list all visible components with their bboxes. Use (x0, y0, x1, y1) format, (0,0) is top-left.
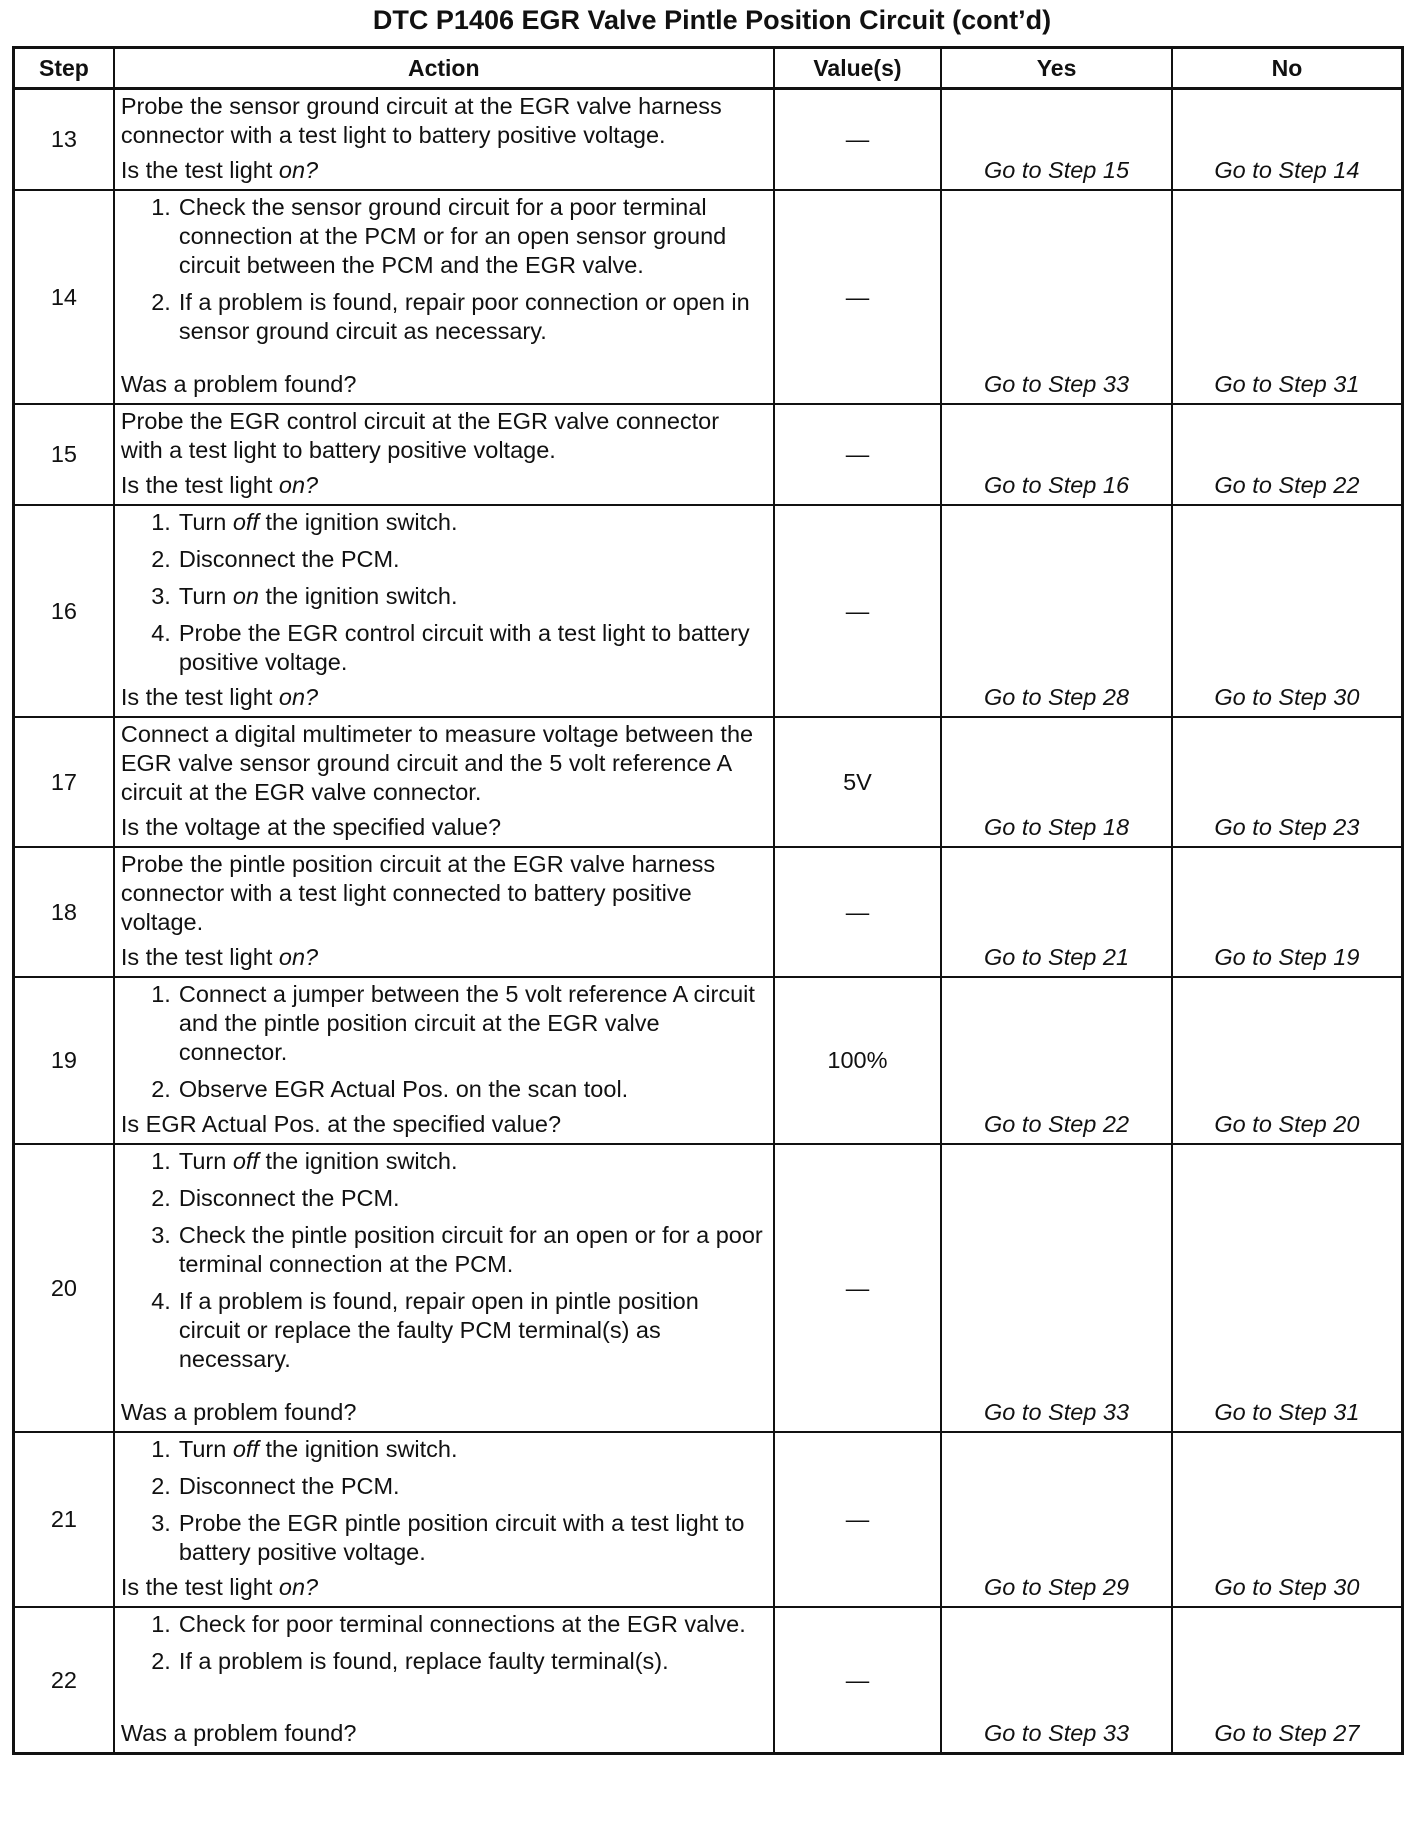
step-number: 17 (14, 717, 114, 847)
item-text: Disconnect the PCM. (178, 1185, 400, 1211)
value-cell (774, 1432, 942, 1607)
action-question (121, 943, 767, 972)
action-step-item (121, 193, 767, 280)
step-number: 21 (14, 1432, 114, 1607)
header-step: Step (14, 48, 114, 89)
item-text: Check the pintle position circuit for an open or for a poor terminal connection at the PCM. (178, 1222, 763, 1277)
action-step-item (121, 1221, 767, 1279)
value-text: — (845, 283, 870, 310)
table-row (14, 1607, 1403, 1754)
action-step-item (121, 980, 767, 1067)
value-text: — (845, 441, 870, 467)
action-cell (114, 1607, 774, 1754)
header-yes: Yes (941, 48, 1172, 89)
item-text (179, 508, 767, 537)
step-number: 22 (14, 1607, 114, 1754)
table-row (14, 505, 1403, 717)
item-number: 1. (151, 1436, 171, 1462)
header-row (14, 48, 1403, 89)
action-cell (114, 404, 774, 505)
question-pre: Is the test light (120, 944, 279, 970)
item-number: 2. (151, 546, 171, 572)
action-steps (121, 1435, 767, 1567)
item-text-post: the ignition switch. (258, 1148, 458, 1174)
header-values: Value(s) (774, 48, 942, 89)
action-question (121, 683, 767, 712)
item-number: 1. (151, 194, 171, 220)
action-text: Probe the pintle position circuit at the EGR valve harness connector with a test light connected to battery positive voltage. (120, 851, 716, 935)
item-number: 1. (151, 1148, 171, 1174)
action-steps (121, 1147, 767, 1374)
item-text: If a problem is found, repair open in pintle position circuit or replace the faulty PCM terminal(s) as necessary. (178, 1288, 699, 1372)
item-text: Probe the EGR control circuit with a test light to battery positive voltage. (178, 620, 750, 675)
yes-cell: Go to Step 18 (941, 717, 1172, 847)
item-number: 1. (151, 1611, 171, 1637)
value-cell (774, 190, 942, 404)
question-emphasis: on? (278, 1574, 319, 1600)
value-cell (774, 977, 942, 1144)
table-row (14, 190, 1403, 404)
no-cell: Go to Step 30 (1172, 1432, 1403, 1607)
value-text: 5V (843, 768, 872, 795)
value-cell (774, 89, 942, 191)
no-cell: Go to Step 31 (1172, 1144, 1403, 1432)
value-text: — (845, 1274, 870, 1301)
table-row (14, 717, 1403, 847)
header-action: Action (114, 48, 774, 89)
value-cell (774, 717, 942, 847)
item-text-emphasis: off (232, 1436, 259, 1462)
step-number: 18 (14, 847, 114, 977)
no-cell: Go to Step 27 (1172, 1607, 1403, 1754)
yes-cell: Go to Step 15 (941, 89, 1172, 191)
item-text: Connect a jumper between the 5 volt reference A circuit and the pintle position circuit at the EGR valve connector. (178, 981, 755, 1065)
item-text-pre: Turn (178, 1436, 233, 1462)
value-cell (774, 404, 942, 505)
action-step-item (121, 619, 767, 677)
no-cell: Go to Step 31 (1172, 190, 1403, 404)
action-cell (114, 190, 774, 404)
action-steps (121, 980, 767, 1104)
page-title: DTC P1406 EGR Valve Pintle Position Circuit (cont’d) (372, 5, 1052, 35)
table-row (14, 404, 1403, 505)
item-number: 3. (151, 1222, 171, 1248)
question-emphasis: on? (278, 944, 319, 970)
action-step-item (121, 1184, 767, 1213)
item-number: 2. (151, 289, 171, 315)
item-text-emphasis: on (232, 583, 259, 609)
value-text: — (845, 898, 870, 925)
value-text: — (845, 1506, 870, 1532)
item-text: If a problem is found, replace faulty terminal(s). (178, 1648, 669, 1674)
item-number: 4. (151, 1288, 171, 1314)
action-step-item (121, 1509, 767, 1567)
action-text: Connect a digital multimeter to measure voltage between the EGR valve sensor ground circuit and the 5 volt reference A circuit at the EGR valve connector. (120, 721, 754, 805)
question-pre: Is the test light (120, 684, 279, 710)
yes-cell: Go to Step 33 (941, 1144, 1172, 1432)
action-question: Is the voltage at the specified value? (120, 814, 502, 840)
value-text: — (845, 1666, 870, 1693)
value-cell (774, 505, 942, 717)
value-cell (774, 1607, 942, 1754)
action-cell (114, 1432, 774, 1607)
item-number: 3. (151, 1510, 171, 1536)
yes-cell: Go to Step 16 (941, 404, 1172, 505)
item-number: 3. (151, 583, 171, 609)
action-question: Is EGR Actual Pos. at the specified value? (120, 1111, 562, 1137)
item-text-post: the ignition switch. (258, 509, 458, 535)
value-text: 100% (827, 1047, 888, 1073)
item-number: 1. (151, 981, 171, 1007)
action-cell (114, 505, 774, 717)
action-cell (114, 1144, 774, 1432)
value-text: — (845, 597, 870, 624)
action-question (121, 156, 767, 185)
action-cell (114, 847, 774, 977)
no-cell: Go to Step 22 (1172, 404, 1403, 505)
item-text: If a problem is found, repair poor connection or open in sensor ground circuit as necessary. (178, 289, 750, 344)
step-number: 15 (14, 404, 114, 505)
action-question: Was a problem found? (120, 1720, 357, 1746)
yes-cell: Go to Step 22 (941, 977, 1172, 1144)
yes-cell: Go to Step 28 (941, 505, 1172, 717)
action-cell (114, 89, 774, 191)
yes-cell: Go to Step 29 (941, 1432, 1172, 1607)
step-number: 14 (14, 190, 114, 404)
table-row (14, 89, 1403, 191)
action-question (121, 471, 767, 500)
step-number: 19 (14, 977, 114, 1144)
table-row (14, 847, 1403, 977)
diagnostic-table (12, 46, 1404, 1755)
action-step-item (121, 1147, 767, 1176)
item-text: Check for poor terminal connections at the EGR valve. (178, 1611, 746, 1637)
item-text-pre: Turn (178, 583, 233, 609)
value-cell (774, 1144, 942, 1432)
action-question (121, 1573, 767, 1602)
item-text-emphasis: off (232, 1148, 259, 1174)
action-steps (121, 508, 767, 677)
action-step-item (121, 1610, 767, 1639)
question-pre: Is the test light (120, 472, 279, 498)
question-emphasis: on? (278, 684, 319, 710)
step-number: 16 (14, 505, 114, 717)
item-text: Disconnect the PCM. (178, 546, 400, 572)
item-number: 4. (151, 620, 171, 646)
yes-cell: Go to Step 33 (941, 1607, 1172, 1754)
table-row (14, 1144, 1403, 1432)
action-step-item (121, 545, 767, 574)
question-emphasis: on? (278, 472, 319, 498)
action-question: Was a problem found? (120, 1399, 357, 1425)
item-text-pre: Turn (178, 1148, 233, 1174)
action-cell (114, 977, 774, 1144)
yes-cell: Go to Step 33 (941, 190, 1172, 404)
question-emphasis: on? (278, 157, 319, 183)
item-text-post: the ignition switch. (258, 583, 458, 609)
no-cell: Go to Step 23 (1172, 717, 1403, 847)
action-step-item (121, 1647, 767, 1676)
action-step-item (121, 582, 767, 611)
value-text: — (845, 126, 870, 152)
action-text: Probe the sensor ground circuit at the EGR valve harness connector with a test light to battery positive voltage. (120, 93, 722, 148)
item-text: Probe the EGR pintle position circuit with a test light to battery positive voltage. (178, 1510, 745, 1565)
no-cell: Go to Step 19 (1172, 847, 1403, 977)
action-question: Was a problem found? (120, 371, 357, 397)
item-text (179, 1435, 767, 1464)
table-row (14, 1432, 1403, 1607)
header-no: No (1172, 48, 1403, 89)
action-step-item (121, 288, 767, 346)
item-number: 2. (151, 1076, 171, 1102)
action-steps (121, 1610, 767, 1676)
no-cell: Go to Step 30 (1172, 505, 1403, 717)
item-text (179, 582, 767, 611)
item-text (179, 1147, 767, 1176)
item-number: 2. (151, 1185, 171, 1211)
item-number: 2. (151, 1473, 171, 1499)
item-text: Observe EGR Actual Pos. on the scan tool. (178, 1076, 629, 1102)
step-number: 13 (14, 89, 114, 191)
item-text-pre: Turn (178, 509, 233, 535)
item-text: Disconnect the PCM. (178, 1473, 400, 1499)
action-step-item (121, 1287, 767, 1374)
action-text: Probe the EGR control circuit at the EGR valve connector with a test light to battery positive voltage. (120, 408, 720, 463)
action-step-item (121, 1435, 767, 1464)
action-steps (121, 193, 767, 346)
action-step-item (121, 508, 767, 537)
question-pre: Is the test light (120, 1574, 279, 1600)
item-text-emphasis: off (232, 509, 259, 535)
item-text-post: the ignition switch. (258, 1436, 458, 1462)
question-pre: Is the test light (120, 157, 279, 183)
item-text: Check the sensor ground circuit for a poor terminal connection at the PCM or for an open sensor ground circuit between the PCM and the EGR valve. (178, 194, 727, 278)
action-step-item (121, 1075, 767, 1104)
action-cell (114, 717, 774, 847)
yes-cell: Go to Step 21 (941, 847, 1172, 977)
table-row (14, 977, 1403, 1144)
value-cell (774, 847, 942, 977)
item-number: 2. (151, 1648, 171, 1674)
step-number: 20 (14, 1144, 114, 1432)
action-step-item (121, 1472, 767, 1501)
item-number: 1. (151, 509, 171, 535)
no-cell: Go to Step 14 (1172, 89, 1403, 191)
no-cell: Go to Step 20 (1172, 977, 1403, 1144)
